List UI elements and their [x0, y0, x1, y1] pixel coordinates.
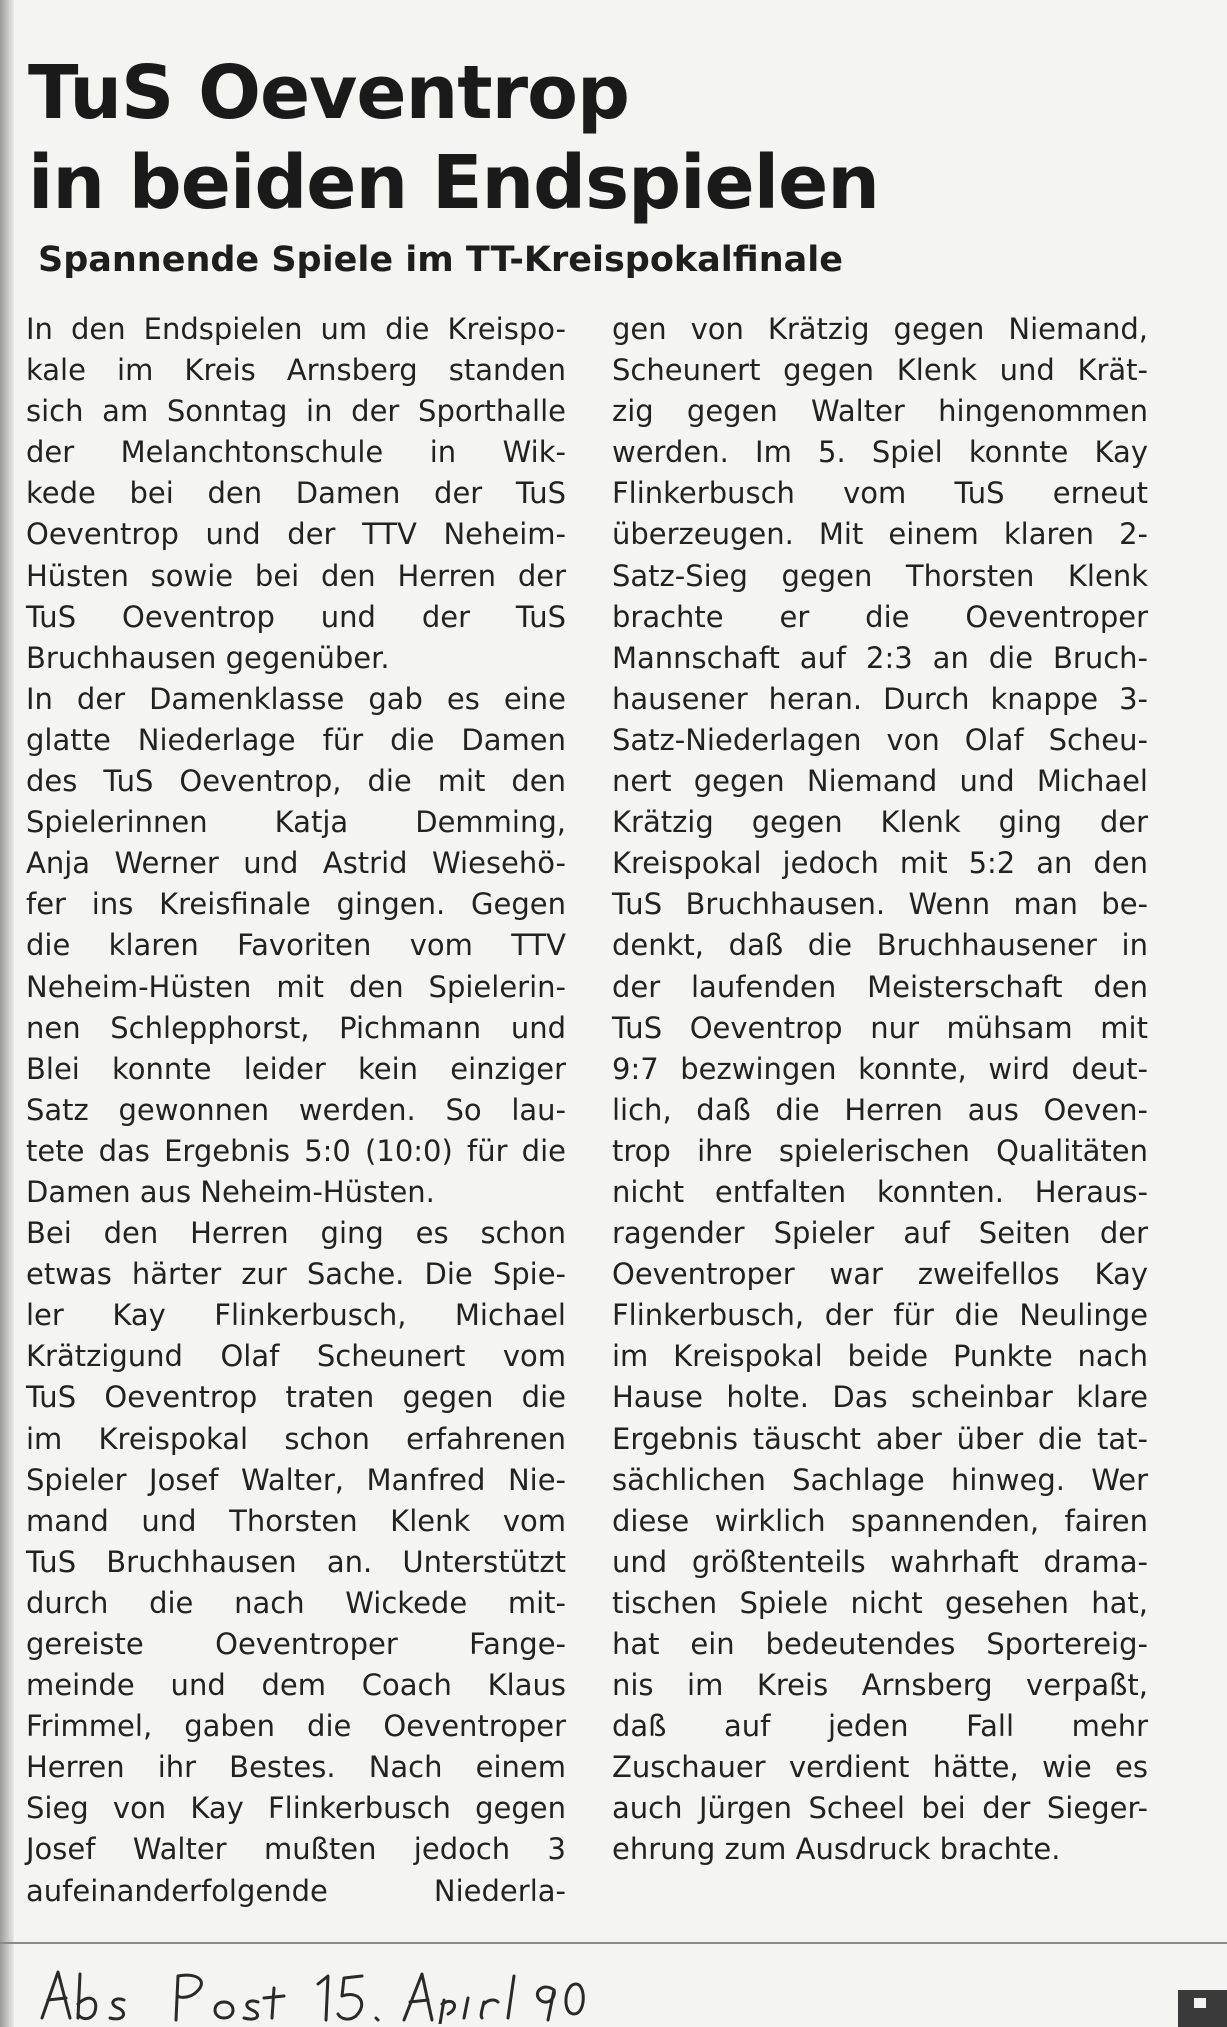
article-text-line: In den Endspielen um die Kreispo- [26, 312, 566, 346]
article-text-line: Scheunert gegen Klenk und Krät- [612, 353, 1148, 388]
article-text-line: die klaren Favoriten vom TTV [26, 928, 566, 963]
article-text-line: etwas härter zur Sache. Die Spie- [26, 1257, 566, 1292]
article-text-line: TuS Bruchhausen. Wenn man be- [612, 887, 1148, 922]
article-text-line: Hüsten sowie bei den Herren der [26, 558, 566, 593]
article-text-line: überzeugen. Mit einem klaren 2- [612, 517, 1148, 552]
article-text-line: aufeinanderfolgende Niederla- [26, 1873, 566, 1908]
article-text-line: Blei konnte leider kein einziger [26, 1051, 566, 1086]
handwritten-source-note [28, 1964, 588, 2024]
article-text-line: mand und Thorsten Klenk vom [26, 1503, 566, 1538]
article-text-line: nen Schlepphorst, Pichmann und [26, 1010, 566, 1045]
article-text-line: und größtenteils wahrhaft drama- [612, 1544, 1148, 1579]
article-text-line: Oeventroper war zweifellos Kay [612, 1257, 1148, 1292]
article-text-line: Kreispokal jedoch mit 5:2 an den [612, 846, 1148, 881]
article-text-line: Spielerinnen Katja Demming, [26, 805, 566, 840]
article-headline [28, 48, 1128, 228]
article-text-line: Flinkerbusch, der für die Neulinge [612, 1298, 1148, 1333]
article-text-line: TuS Oeventrop und der TuS [26, 599, 566, 634]
article-text-line: hausener heran. Durch knappe 3- [612, 681, 1148, 716]
article-text-line: Hause holte. Das scheinbar klare [612, 1380, 1148, 1415]
article-column-left [26, 309, 566, 1912]
scan-edge-shadow [0, 0, 14, 2027]
article-text-line: tete das Ergebnis 5:0 (10:0) für die [26, 1133, 566, 1168]
article-text-line: ler Kay Flinkerbusch, Michael [26, 1298, 566, 1333]
scan-corner-mark [1178, 1990, 1227, 2027]
article-text-line: Sieg von Kay Flinkerbusch gegen [26, 1791, 566, 1826]
article-text-line: Ergebnis täuscht aber über die tat- [612, 1421, 1148, 1456]
article-text-line: Flinkerbusch vom TuS erneut [612, 476, 1148, 511]
article-text-line: zig gegen Walter hingenommen [612, 394, 1148, 429]
article-text-line: trop ihre spielerischen Qualitäten [612, 1133, 1148, 1168]
article-text-line: Bruchhausen gegenüber. [26, 640, 390, 675]
article-text-line: hat ein bedeutendes Sportereig- [612, 1627, 1148, 1661]
article-text-line: Neheim-Hüsten mit den Spielerin- [26, 969, 566, 1004]
article-text-line: Mannschaft auf 2:3 an die Bruch- [612, 640, 1148, 675]
article-text-line: Damen aus Neheim-Hüsten. [26, 1174, 435, 1209]
article-text-line: Zuschauer verdient hätte, wie es [612, 1750, 1148, 1785]
article-text-line: kale im Kreis Arnsberg standen [26, 353, 566, 388]
article-text-line: In der Damenklasse gab es eine [26, 681, 566, 716]
article-text-line: Satz-Sieg gegen Thorsten Klenk [612, 558, 1148, 593]
article-text-line: diese wirklich spannenden, fairen [612, 1503, 1148, 1538]
article-text-line: glatte Niederlage für die Damen [26, 722, 566, 757]
article-text-line: sich am Sonntag in der Sporthalle [26, 394, 566, 429]
article-subtitle: Spannende Spiele im TT-Kreispokalfinale [38, 240, 843, 280]
article-text-line: im Kreispokal schon erfahrenen [26, 1421, 566, 1456]
article-text-line: Satz gewonnen werden. So lau- [26, 1092, 566, 1127]
article-text-line: TuS Oeventrop nur mühsam mit [612, 1010, 1148, 1045]
article-text-line: sächlichen Sachlage hinweg. Wer [612, 1462, 1148, 1497]
headline-line-1: TuS Oeventrop [28, 50, 629, 136]
article-text-line: der laufenden Meisterschaft den [612, 969, 1148, 1004]
headline-line-2: in beiden Endspielen [28, 140, 879, 226]
article-text-line: ragender Spieler auf Seiten der [612, 1216, 1148, 1251]
article-text-line: gereiste Oeventroper Fange- [26, 1627, 566, 1661]
article-text-line: Herren ihr Bestes. Nach einem [26, 1750, 566, 1785]
article-text-line: kede bei den Damen der TuS [26, 476, 566, 511]
article-text-line: brachte er die Oeventroper [612, 599, 1148, 634]
article-text-line: denkt, daß die Bruchhausener in [612, 928, 1148, 963]
article-text-line: Krätzig gegen Klenk ging der [612, 805, 1148, 840]
article-text-line: tischen Spiele nicht gesehen hat, [612, 1585, 1148, 1620]
article-text-line: daß auf jeden Fall mehr [612, 1709, 1148, 1744]
article-text-line: des TuS Oeventrop, die mit den [26, 764, 566, 799]
article-text-line: Bei den Herren ging es schon [26, 1216, 566, 1251]
article-text-line: Josef Walter mußten jedoch 3 [26, 1832, 566, 1867]
article-text-line: Spieler Josef Walter, Manfred Nie- [26, 1462, 566, 1497]
article-text-line: auch Jürgen Scheel bei der Sieger- [612, 1791, 1148, 1826]
article-text-line: durch die nach Wickede mit- [26, 1585, 566, 1620]
article-text-line: Satz-Niederlagen von Olaf Scheu- [612, 722, 1148, 757]
article-text-line: nert gegen Niemand und Michael [612, 764, 1148, 799]
article-text-line: Oeventrop und der TTV Neheim- [26, 517, 566, 552]
article-text-line: TuS Bruchhausen an. Unterstützt [26, 1544, 566, 1579]
article-text-line: werden. Im 5. Spiel konnte Kay [612, 435, 1148, 470]
article-text-line: 9:7 bezwingen konnte, wird deut- [612, 1051, 1148, 1086]
article-text-line: ehrung zum Ausdruck brachte. [612, 1832, 1061, 1867]
article-text-line: Frimmel, gaben die Oeventroper [26, 1709, 566, 1744]
article-text-line: im Kreispokal beide Punkte nach [612, 1339, 1148, 1374]
article-text-line: der Melanchtonschule in Wik- [26, 435, 566, 470]
article-text-line: nicht entfalten konnten. Heraus- [612, 1174, 1148, 1209]
article-column-right [612, 309, 1148, 1871]
article-text-line: fer ins Kreisfinale gingen. Gegen [26, 887, 566, 922]
article-text-line: Krätzigund Olaf Scheunert vom [26, 1339, 566, 1374]
article-text-line: meinde und dem Coach Klaus [26, 1668, 566, 1703]
article-text-line: TuS Oeventrop traten gegen die [26, 1380, 566, 1415]
article-text-line: nis im Kreis Arnsberg verpaßt, [612, 1668, 1148, 1703]
article-text-line: gen von Krätzig gegen Niemand, [612, 312, 1148, 346]
article-text-line: lich, daß die Herren aus Oeven- [612, 1092, 1148, 1127]
clipping-bottom-rule [0, 1942, 1227, 1944]
article-text-line: Anja Werner und Astrid Wiesehö- [26, 846, 566, 881]
